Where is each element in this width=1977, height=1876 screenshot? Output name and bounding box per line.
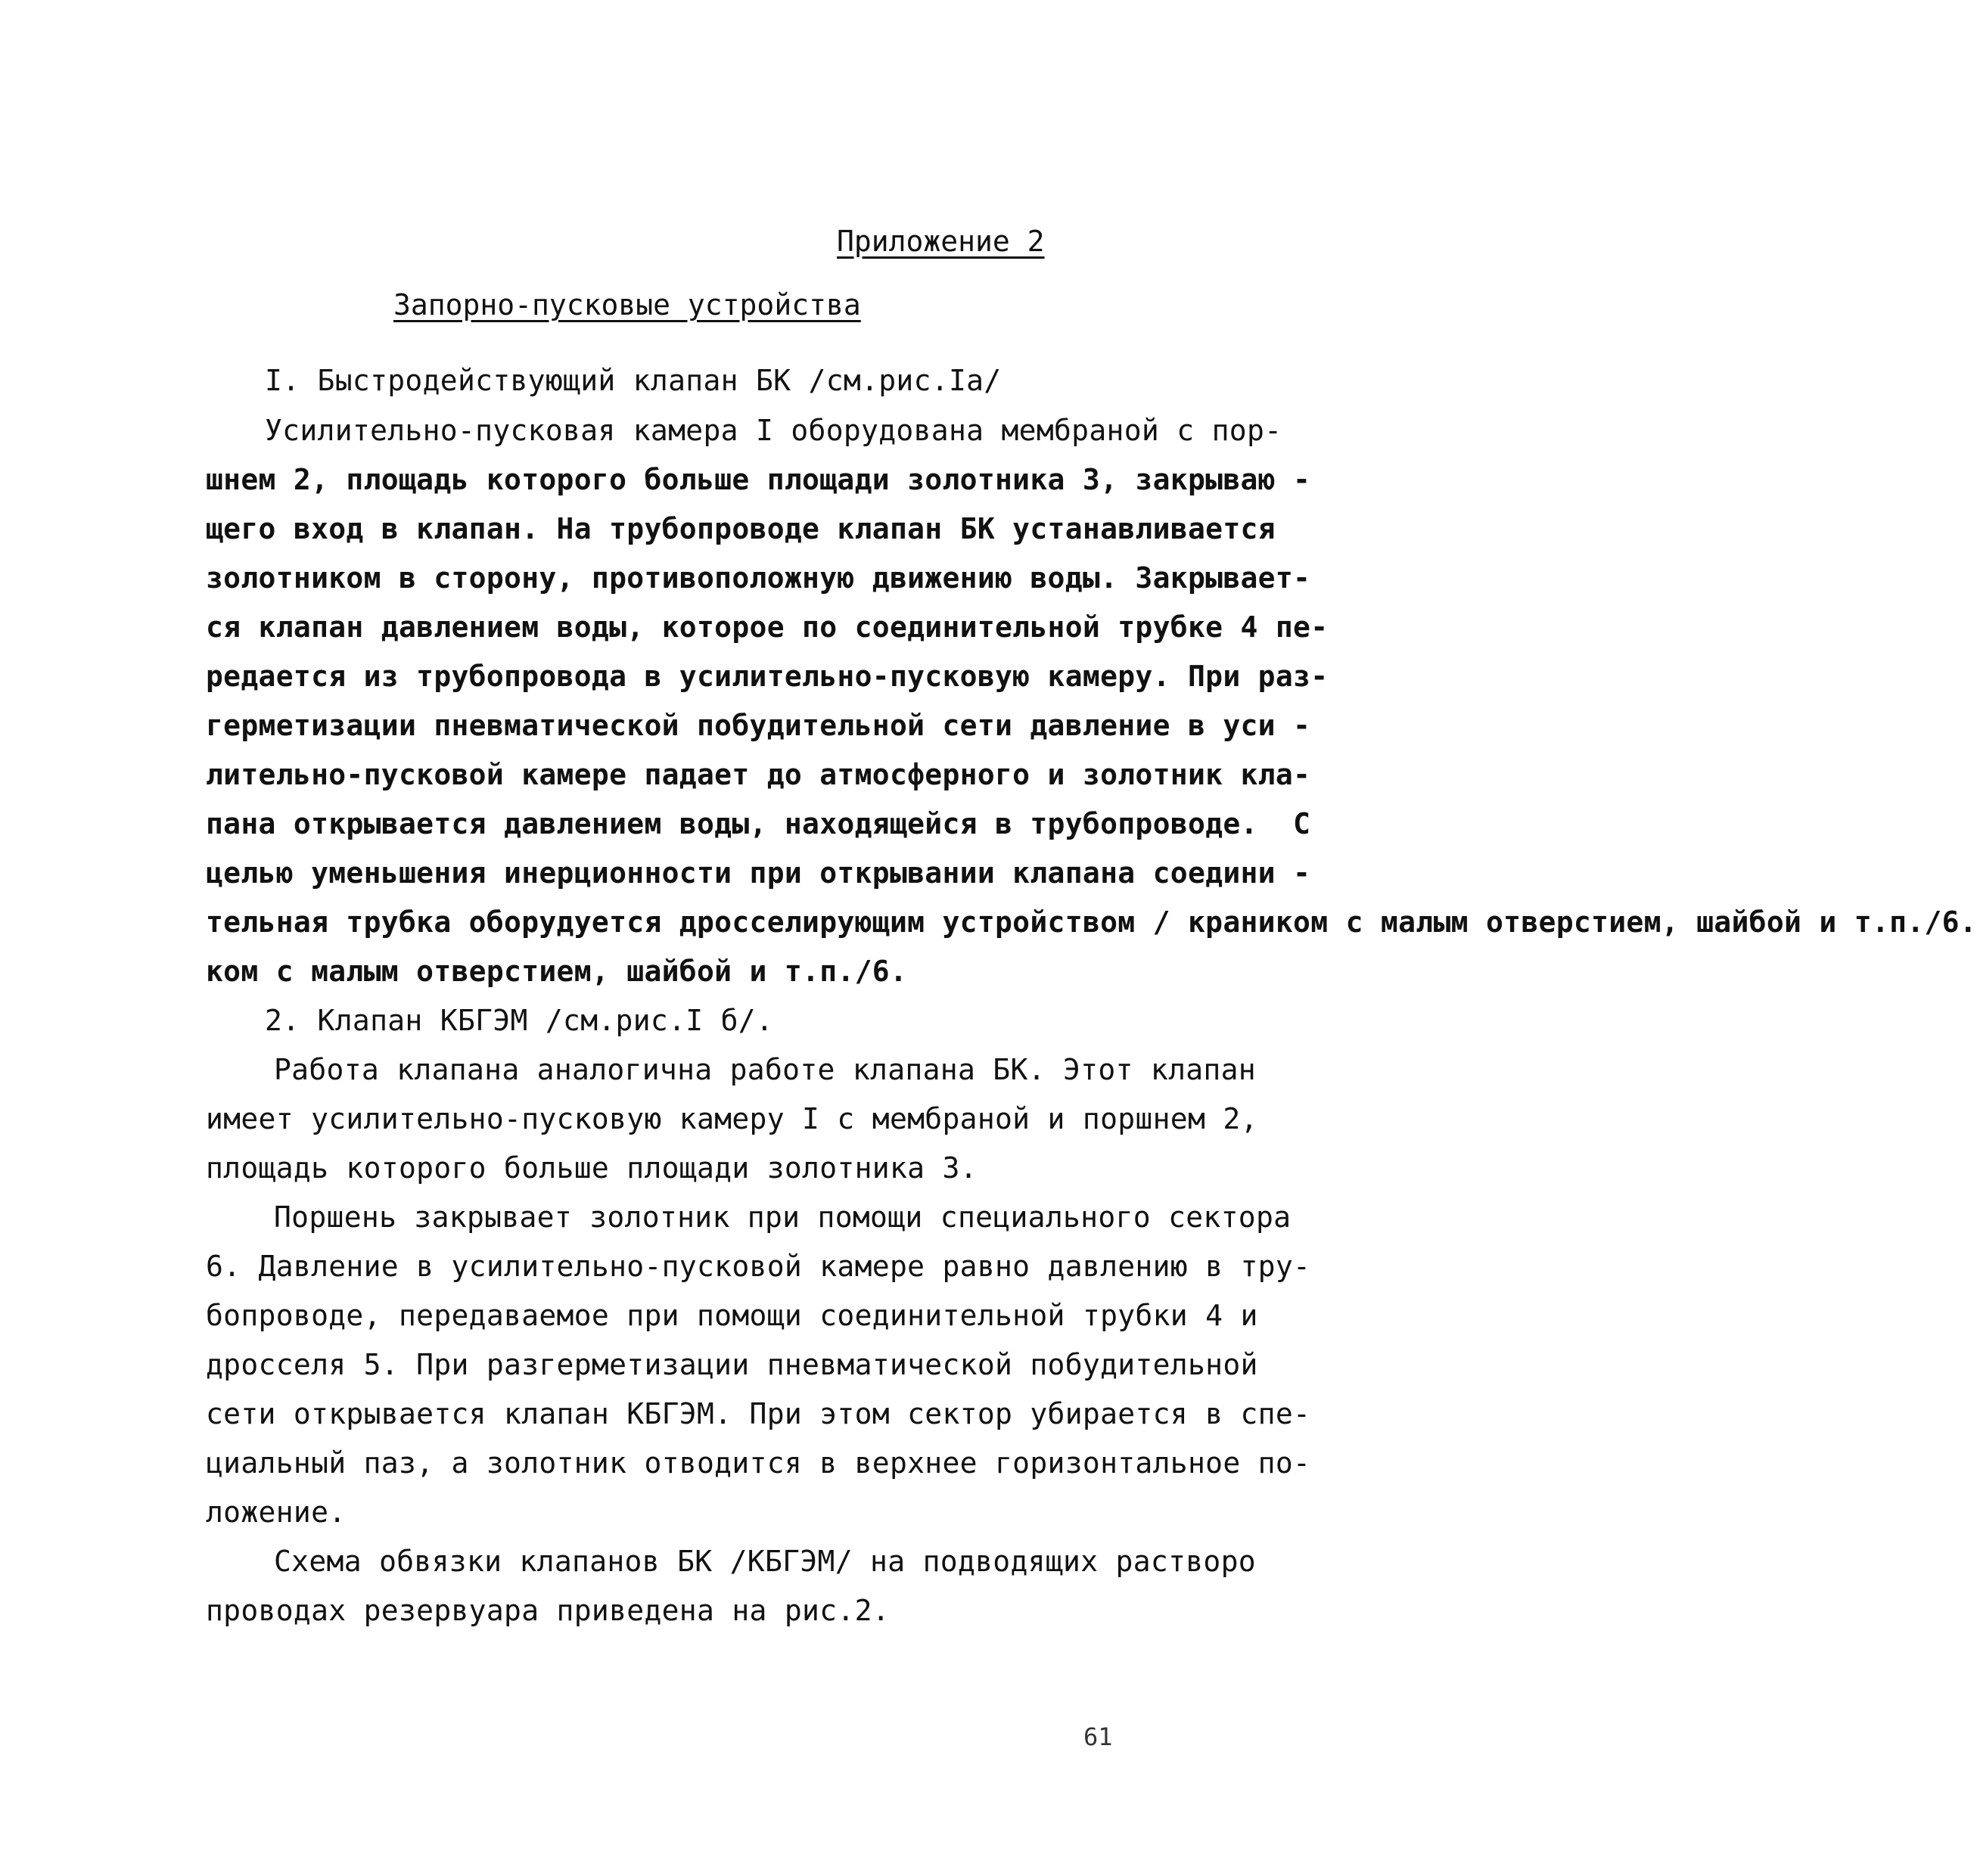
text-line: Поршень закрывает золотник при помощи специального сектора xyxy=(274,1200,1292,1234)
section-heading-2: 2. Клапан КБГЭМ /см.рис.I б/. xyxy=(265,1004,774,1037)
text-line: бопроводе, передаваемое при помощи соединительной трубки 4 и xyxy=(206,1299,1258,1332)
text-line: проводах резервуара приведена на рис.2. xyxy=(206,1594,890,1627)
text-line: ком с малым отверстием, шайбой и т.п./6. xyxy=(206,955,908,988)
section-heading-1: I. Быстродействующий клапан БК /см.рис.Iа/ xyxy=(265,364,1002,397)
text-line: редается из трубопровода в усилительно-пусковую камеру. При раз- xyxy=(206,660,1329,693)
text-line: дросселя 5. При разгерметизации пневматической побудительной xyxy=(206,1348,1258,1381)
text-line: целью уменьшения инерционности при открывании клапана соедини - xyxy=(206,856,1311,890)
page-number: 61 xyxy=(1083,1722,1113,1751)
text-line: ложение. xyxy=(206,1496,347,1529)
text-line: Схема обвязки клапанов БК /КБГЭМ/ на подводящих растворо xyxy=(274,1545,1256,1578)
text-line: имеет усилительно-пусковую камеру I с мембраной и поршнем 2, xyxy=(206,1102,1258,1135)
text-line: ся клапан давлением воды, которое по соединительной трубке 4 пе- xyxy=(206,610,1329,644)
text-line: пана открывается давлением воды, находящейся в трубопроводе. С xyxy=(206,807,1311,840)
text-line: тельная трубка оборудуется дросселирующим устройством / краником с малым отверстием, шайбой и т.п./6. xyxy=(206,905,1977,939)
appendix-label: Приложение 2 xyxy=(837,225,1045,258)
text-line: лительно-пусковой камере падает до атмосферного и золотник кла- xyxy=(206,758,1311,791)
text-line: Усилительно-пусковая камера I оборудована мембраной с пор- xyxy=(265,414,1282,447)
text-line: щего вход в клапан. На трубопроводе клапан БК устанавливается xyxy=(206,512,1276,545)
text-line: площадь которого больше площади золотника 3. xyxy=(206,1151,978,1185)
text-line: герметизации пневматической побудительной сети давление в уси - xyxy=(206,709,1311,742)
text-line: циальный паз, а золотник отводится в верхнее горизонтальное по- xyxy=(206,1446,1311,1480)
document-title: Запорно-пусковые устройства xyxy=(393,288,861,321)
text-line: золотником в сторону, противоположную движению воды. Закрывает- xyxy=(206,561,1311,595)
text-line: сети открывается клапан КБГЭМ. При этом сектор убирается в спе- xyxy=(206,1397,1311,1430)
text-line: шнем 2, площадь которого больше площади золотника 3, закрываю - xyxy=(206,463,1311,496)
text-line: Работа клапана аналогична работе клапана БК. Этот клапан xyxy=(274,1053,1256,1086)
text-line: 6. Давление в усилительно-пусковой камере равно давлению в тру- xyxy=(206,1250,1311,1283)
